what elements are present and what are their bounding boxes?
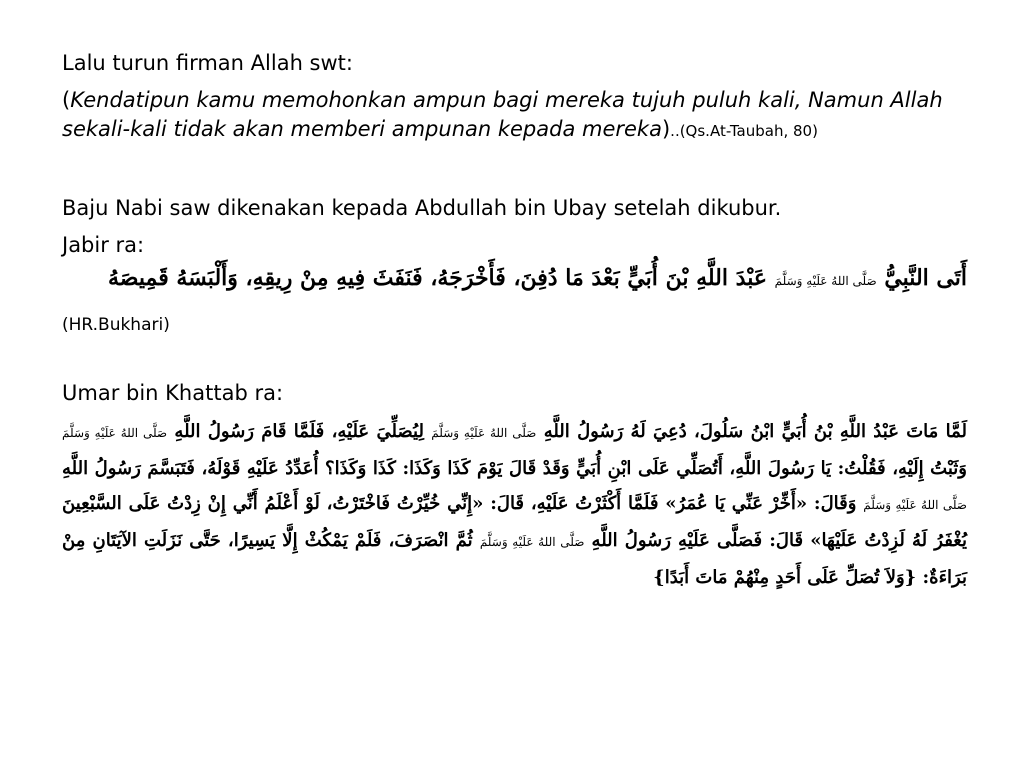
umar-arabic-text [62, 414, 967, 595]
umar-arabic-part: وَقَالَ: «أَخِّرْ عَنِّي يَا عُمَرُ» فَلَمَّا أَكْثَرْتُ عَلَيْهِ، قَالَ: «إِنِّي خُيِّرْتُ فَاخْتَرْتُ، لَوْ أَعْلَمُ أَنِّي إِنْ زِدْتُ عَلَى السَّبْعِينَ يُغْفَرُ لَهُ لَزِدْتُ عَلَيْهَا» قَالَ: فَصَلَّى عَلَيْهِ رَسُولُ اللَّهِ [62, 493, 967, 551]
jabir-arabic-text [62, 262, 967, 297]
umar-honorific: صَلَّى اللهُ عَلَيْهِ وَسَلَّمَ [479, 535, 585, 549]
umar-honorific: صَلَّى اللهُ عَلَيْهِ وَسَلَّمَ [62, 426, 168, 440]
umar-honorific: صَلَّى اللهُ عَلَيْهِ وَسَلَّمَ [431, 426, 537, 440]
quote-reference: ..(Qs.At-Taubah, 80) [670, 122, 818, 140]
jabir-label: Jabir ra: [62, 233, 145, 257]
intro-line: Lalu turun firman Allah swt: [62, 51, 353, 75]
slide-content [62, 0, 967, 768]
jabir-honorific: صَلَّى اللهُ عَلَيْهِ وَسَلَّمَ [774, 274, 877, 288]
jabir-arabic-part-a: أَتَى النَّبِيُّ [884, 265, 967, 291]
jabir-arabic-part-b: عَبْدَ اللَّهِ بْنَ أُبَيٍّ بَعْدَ مَا دُفِنَ، فَأَخْرَجَهُ، فَنَفَثَ فِيهِ مِنْ رِيقِهِ، وَأَلْبَسَهُ قَمِيصَهُ [107, 265, 767, 291]
quote-italic-text: Kendatipun kamu memohonkan ampun bagi mereka tujuh puluh kali, Namun Allah sekali-kali tidak akan memberi ampunan kepada mereka [62, 88, 943, 141]
umar-honorific: صَلَّى اللهُ عَلَيْهِ وَسَلَّمَ [863, 498, 967, 512]
quote-open-paren: ( [62, 88, 71, 112]
umar-arabic-part: ثُمَّ انْصَرَفَ، فَلَمْ يَمْكُثْ إِلَّا يَسِيرًا، حَتَّى نَزَلَتِ الآيَتَانِ مِنْ بَرَاءَةٌ: {وَلاَ تُصَلِّ عَلَى أَحَدٍ مِنْهُمْ مَاتَ أَبَدًا} [62, 530, 967, 588]
jabir-source: (HR.Bukhari) [62, 315, 170, 335]
umar-arabic-part: وَثَبْتُ إِلَيْهِ، فَقُلْتُ: يَا رَسُولَ اللَّهِ، أَتُصَلِّي عَلَى ابْنِ أُبَيٍّ وَقَدْ قَالَ يَوْمَ كَذَا وَكَذَا: كَذَا وَكَذَا؟ أُعَدِّدُ عَلَيْهِ قَوْلَهُ، فَتَبَسَّمَ رَسُولُ اللَّهِ [62, 458, 967, 479]
umar-arabic-part: لَمَّا مَاتَ عَبْدُ اللَّهِ بْنُ أُبَيٍّ ابْنُ سَلُولَ، دُعِيَ لَهُ رَسُولُ اللَّهِ [543, 421, 967, 442]
umar-arabic-part: لِيُصَلِّيَ عَلَيْهِ، فَلَمَّا قَامَ رَسُولُ اللَّهِ [174, 421, 424, 442]
quran-quote [62, 86, 967, 146]
umar-label: Umar bin Khattab ra: [62, 381, 284, 405]
quote-close-paren: ) [661, 117, 671, 141]
baju-line: Baju Nabi saw dikenakan kepada Abdullah bin Ubay setelah dikubur. [62, 196, 782, 220]
